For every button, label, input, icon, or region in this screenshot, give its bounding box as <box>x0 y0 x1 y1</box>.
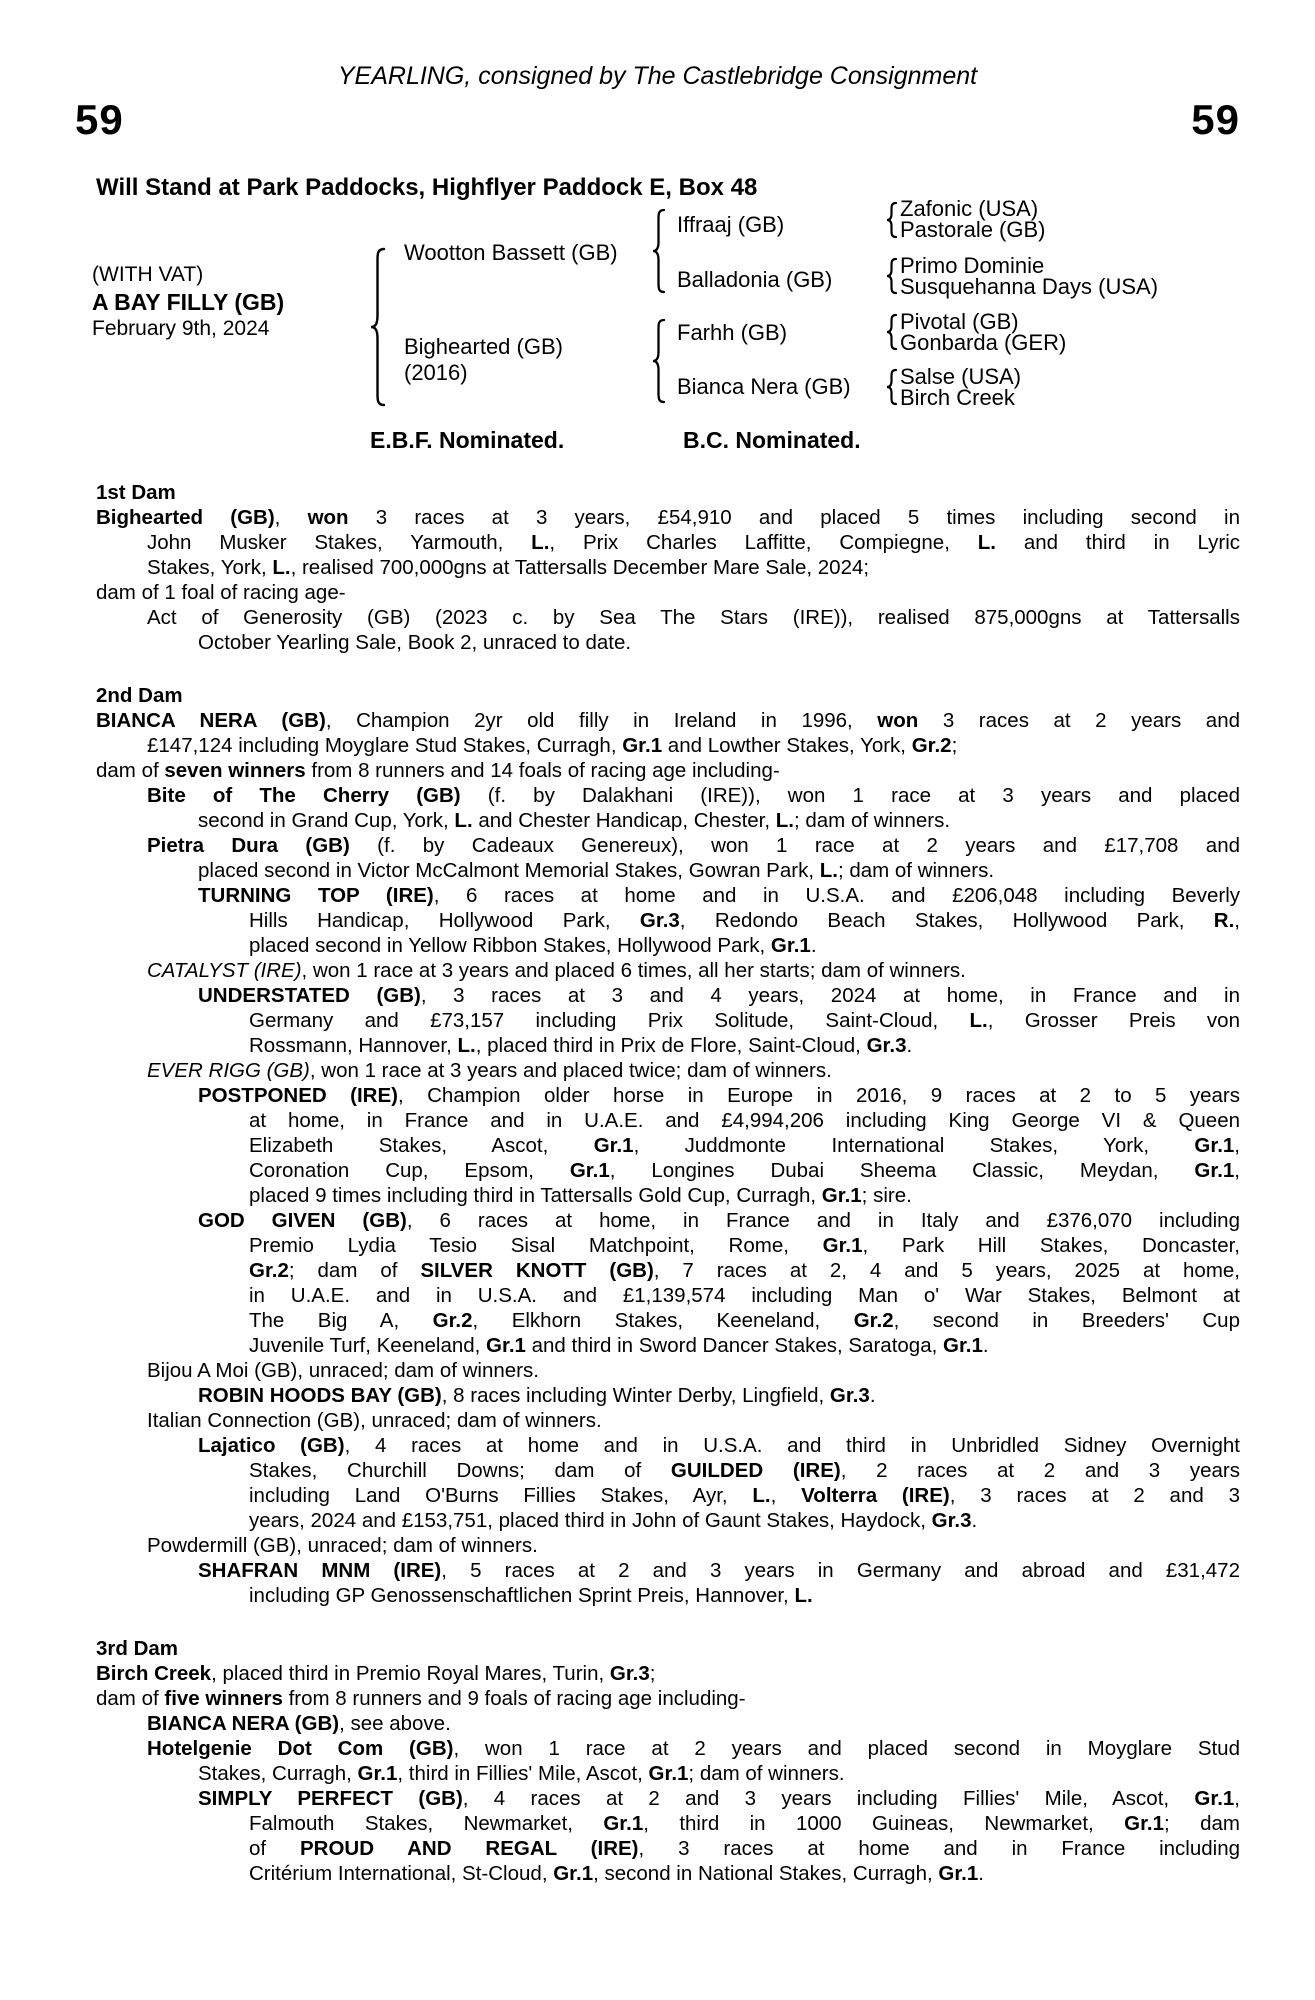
dam-section <box>96 683 1240 1608</box>
text-line <box>198 1383 1240 1408</box>
dam-name-text: Bighearted (GB) <box>404 334 563 359</box>
text-run: L. <box>794 1584 813 1607</box>
text-line <box>96 505 1240 530</box>
text-run: , third in 1000 Guineas, Newmarket, <box>643 1812 1125 1835</box>
text-line <box>198 1483 1240 1508</box>
text-run: , 3 races at 3 and 4 years, 2024 at home, in France and in <box>420 984 1241 1007</box>
text-run: Elizabeth Stakes, Ascot, <box>249 1134 594 1157</box>
text-run: BIANCA NERA (GB) <box>147 1712 340 1735</box>
text-run: . <box>906 1034 913 1057</box>
text-line <box>198 1158 1240 1183</box>
text-line <box>198 1008 1240 1033</box>
text-run: placed second in Victor McCalmont Memorial Stakes, Gowran Park, <box>198 859 820 882</box>
text-run: (f. by Cadeaux Genereux), won 1 race at 2 years and £17,708 and <box>349 834 1240 857</box>
text-run: at home, in France and in U.A.E. and £4,994,206 including King George VI & Queen <box>249 1109 1240 1132</box>
pedigree-paragraph <box>198 1433 1240 1533</box>
text-run: placed 9 times including third in Tattersalls Gold Cup, Curragh, <box>249 1184 822 1207</box>
section-heading: 2nd Dam <box>96 684 183 707</box>
dam-name <box>404 334 563 386</box>
text-run: Hills Handicap, Hollywood Park, <box>249 909 640 932</box>
text-run: GUILDED (IRE) <box>670 1459 841 1482</box>
foal-date: February 9th, 2024 <box>92 317 270 340</box>
text-line <box>198 1258 1240 1283</box>
text-run: (f. by Dalakhani (IRE)), won 1 race at 3 years and placed <box>460 784 1241 807</box>
vat-note: (WITH VAT) <box>92 263 204 286</box>
text-run: , Prix Charles Laffitte, Compiegne, <box>549 531 978 554</box>
granddam-1: Balladonia (GB) <box>677 267 833 292</box>
pedigree-brace-dam <box>650 318 668 404</box>
section-heading: 3rd Dam <box>96 1637 179 1660</box>
pedigree-paragraph <box>198 1383 1240 1408</box>
text-run: Gr.1 <box>603 1812 644 1835</box>
text-line <box>147 958 1240 983</box>
dam-year: (2016) <box>404 360 468 385</box>
text-run: Gr.1 <box>821 1184 862 1207</box>
text-line <box>198 1033 1240 1058</box>
text-run: won <box>877 709 919 732</box>
text-run: , see above. <box>339 1712 451 1735</box>
text-run: POSTPONED (IRE) <box>198 1084 398 1107</box>
text-line <box>198 933 1240 958</box>
section-heading: 1st Dam <box>96 481 176 504</box>
text-line <box>198 1861 1240 1886</box>
text-run: , <box>274 506 308 529</box>
text-run: L. <box>752 1484 771 1507</box>
text-line <box>198 1433 1240 1458</box>
text-run: , Longines Dubai Sheema Classic, Meydan, <box>609 1159 1195 1182</box>
text-run: ; <box>649 1662 656 1685</box>
text-run: John Musker Stakes, Yarmouth, <box>147 531 532 554</box>
text-run: from 8 runners and 9 foals of racing age including- <box>282 1687 746 1710</box>
text-run: , won 1 race at 3 years and placed twice; dam of winners. <box>309 1059 832 1082</box>
text-run: Gr.1 <box>938 1862 979 1885</box>
bc-nomination: B.C. Nominated. <box>683 427 861 453</box>
text-run: of <box>249 1837 300 1860</box>
ggs-2: Primo Dominie <box>900 253 1045 278</box>
text-line <box>198 1333 1240 1358</box>
text-line <box>147 1408 1240 1433</box>
text-run: including Land O'Burns Fillies Stakes, Ayr, <box>249 1484 753 1507</box>
pedigree-paragraph <box>96 758 1240 783</box>
text-run: , Champion older horse in Europe in 2016, 9 races at 2 to 5 years <box>397 1084 1240 1107</box>
text-run: Critérium International, St-Cloud, <box>249 1862 554 1885</box>
text-run: L. <box>457 1034 476 1057</box>
text-run: , realised 700,000gns at Tattersalls December Mare Sale, 2024; <box>290 556 870 579</box>
text-run: Hotelgenie Dot Com (GB) <box>147 1737 454 1760</box>
text-run: Gr.1 <box>593 1134 634 1157</box>
text-run: Italian Connection (GB), unraced; dam of winners. <box>147 1409 602 1432</box>
pedigree-paragraph <box>147 1408 1240 1433</box>
pedigree-paragraph <box>96 580 1240 605</box>
text-run: Pietra Dura (GB) <box>147 834 350 857</box>
text-line <box>198 1308 1240 1333</box>
pedigree-paragraph <box>96 708 1240 758</box>
dam-section <box>96 1636 1240 1886</box>
text-run: and Chester Handicap, Chester, <box>472 809 776 832</box>
pedigree-brace-gg2 <box>884 257 898 295</box>
pedigree-paragraph <box>147 1533 1240 1558</box>
pedigree-paragraph <box>96 505 1240 580</box>
text-line <box>147 1736 1240 1761</box>
text-line <box>198 1108 1240 1133</box>
text-run: Act of Generosity (GB) (2023 c. by Sea The Stars (IRE)), realised 875,000gns at Tattersalls <box>147 606 1240 629</box>
text-run: . <box>869 1384 876 1407</box>
text-run: Rossmann, Hannover, <box>249 1034 458 1057</box>
text-run: , <box>1234 1134 1240 1157</box>
text-run: , 6 races at home, in France and in Italy and £376,070 including <box>406 1209 1240 1232</box>
text-run: L. <box>969 1009 988 1032</box>
text-line <box>198 1283 1240 1308</box>
lot-number-left: 59 <box>75 96 124 143</box>
text-run: , second in National Stakes, Curragh, <box>593 1862 939 1885</box>
text-run: Stakes, Curragh, <box>198 1762 358 1785</box>
text-run: Volterra (IRE) <box>801 1484 950 1507</box>
text-run: ; <box>951 734 958 757</box>
text-line <box>147 630 1240 655</box>
text-run: won <box>307 506 349 529</box>
text-run: , 7 races at 2, 4 and 5 years, 2025 at home, <box>653 1259 1241 1282</box>
grandsire-2: Farhh (GB) <box>677 320 788 345</box>
text-run: , <box>1234 909 1240 932</box>
text-line <box>147 1711 1240 1736</box>
text-run: SILVER KNOTT (GB) <box>420 1259 654 1282</box>
ggd-1: Pastorale (GB) <box>900 217 1046 242</box>
text-run: L. <box>775 809 794 832</box>
text-run: Gr.1 <box>486 1334 526 1357</box>
consignment-header: YEARLING, consigned by The Castlebridge Consignment <box>337 62 978 90</box>
text-line <box>198 1233 1240 1258</box>
text-run: ; dam of <box>288 1259 421 1282</box>
text-run: EVER RIGG (GB) <box>147 1059 310 1082</box>
text-run: PROUD AND REGAL (IRE) <box>299 1837 639 1860</box>
granddam-2: Bianca Nera (GB) <box>677 374 851 399</box>
text-run: Birch Creek <box>96 1662 212 1685</box>
pedigree-paragraph <box>198 1083 1240 1208</box>
text-run: Gr.3 <box>866 1034 907 1057</box>
pedigree-brace-sire <box>650 208 668 294</box>
text-run: ; dam <box>1164 1812 1240 1835</box>
text-run: , third in Fillies' Mile, Ascot, <box>397 1762 649 1785</box>
pedigree-brace-gg4 <box>884 368 898 406</box>
pedigree-paragraph <box>198 883 1240 958</box>
text-run: Gr.3 <box>829 1384 870 1407</box>
text-line <box>147 1533 1240 1558</box>
text-run: , Champion 2yr old filly in Ireland in 1996, <box>325 709 878 732</box>
text-run: Gr.1 <box>1194 1134 1235 1157</box>
text-run: Juvenile Turf, Keeneland, <box>249 1334 487 1357</box>
text-run: Gr.1 <box>822 1234 863 1257</box>
text-run: . <box>810 934 817 957</box>
dam-section <box>96 480 1240 655</box>
text-run: L. <box>272 556 291 579</box>
text-run: Gr.1 <box>1124 1812 1165 1835</box>
text-run: , 2 races at 2 and 3 years <box>840 1459 1241 1482</box>
ggs-4: Salse (USA) <box>900 364 1022 389</box>
text-line <box>198 1508 1240 1533</box>
text-run: placed second in Yellow Ribbon Stakes, Hollywood Park, <box>249 934 771 957</box>
sire-name: Wootton Bassett (GB) <box>404 240 618 265</box>
pedigree-paragraph <box>147 1058 1240 1083</box>
text-run: GOD GIVEN (GB) <box>198 1209 407 1232</box>
text-run: Bijou A Moi (GB), unraced; dam of winners. <box>147 1359 539 1382</box>
pedigree-paragraph <box>147 783 1240 833</box>
text-line <box>198 983 1240 1008</box>
text-run: , 3 races at 2 and 3 <box>949 1484 1240 1507</box>
text-run: The Big A, <box>249 1309 433 1332</box>
text-line <box>198 883 1240 908</box>
pedigree-paragraph <box>96 1661 1240 1686</box>
pedigree-paragraph <box>96 1686 1240 1711</box>
text-run: , won 1 race at 3 years and placed 6 times, all her starts; dam of winners. <box>301 959 966 982</box>
text-run: years, 2024 and £153,751, placed third in John of Gaunt Stakes, Haydock, <box>249 1509 932 1532</box>
text-line <box>198 1583 1240 1608</box>
text-run: dam of 1 foal of racing age- <box>96 581 346 604</box>
text-run: , 8 races including Winter Derby, Lingfield, <box>441 1384 830 1407</box>
text-run: ; dam of winners. <box>837 859 995 882</box>
text-line <box>198 1458 1240 1483</box>
text-run: Powdermill (GB), unraced; dam of winners. <box>147 1534 538 1557</box>
pedigree-paragraph <box>147 1358 1240 1383</box>
pedigree-paragraph <box>147 958 1240 983</box>
text-run: seven winners <box>164 759 306 782</box>
text-line <box>96 733 1240 758</box>
text-run: , <box>1234 1159 1240 1182</box>
text-run: , 6 races at home and in U.S.A. and £206,048 including Beverly <box>433 884 1240 907</box>
text-run: R. <box>1213 909 1235 932</box>
text-run: Gr.1 <box>357 1762 398 1785</box>
text-run: TURNING TOP (IRE) <box>198 884 434 907</box>
ggd-2: Susquehanna Days (USA) <box>900 274 1159 299</box>
pedigree-paragraph <box>198 1558 1240 1608</box>
text-line <box>147 858 1240 883</box>
text-line <box>147 783 1240 808</box>
text-line <box>147 1761 1240 1786</box>
text-line <box>198 1836 1240 1861</box>
text-run: Stakes, York, <box>147 556 273 579</box>
pedigree-text <box>96 480 1240 1886</box>
text-run: Lajatico (GB) <box>198 1434 345 1457</box>
text-run: , Juddmonte International Stakes, York, <box>633 1134 1195 1157</box>
text-run: Bite of The Cherry (GB) <box>147 784 461 807</box>
text-run: Bighearted (GB) <box>96 506 275 529</box>
text-run: , placed third in Prix de Flore, Saint-Cloud, <box>475 1034 867 1057</box>
text-run: Gr.1 <box>1194 1159 1235 1182</box>
pedigree-brace-gg1 <box>884 201 898 239</box>
text-line <box>147 808 1240 833</box>
pedigree-paragraph <box>198 983 1240 1058</box>
text-run: Stakes, Churchill Downs; dam of <box>249 1459 671 1482</box>
stand-location-line: Will Stand at Park Paddocks, Highflyer Paddock E, Box 48 <box>96 174 758 201</box>
text-run: , Park Hill Stakes, Doncaster, <box>862 1234 1240 1257</box>
ggd-4: Birch Creek <box>900 385 1015 410</box>
pedigree-paragraph <box>147 605 1240 655</box>
text-run: UNDERSTATED (GB) <box>198 984 421 1007</box>
text-run: and Lowther Stakes, York, <box>662 734 912 757</box>
text-line <box>96 555 1240 580</box>
text-run: , Grosser Preis von <box>987 1009 1240 1032</box>
pedigree-brace-main <box>368 247 388 407</box>
ebf-nomination: E.B.F. Nominated. <box>370 427 565 453</box>
pedigree-paragraph <box>198 1208 1240 1358</box>
text-run: L. <box>977 531 996 554</box>
text-line <box>198 1558 1240 1583</box>
pedigree-paragraph <box>147 833 1240 883</box>
text-run: second in Grand Cup, York, <box>198 809 455 832</box>
text-run: Gr.1 <box>622 734 663 757</box>
text-run: , won 1 race at 2 years and placed second in Moyglare Stud <box>453 1737 1240 1760</box>
text-run: including GP Genossenschaftlichen Sprint Preis, Hannover, <box>249 1584 795 1607</box>
text-line <box>198 1183 1240 1208</box>
text-run: SIMPLY PERFECT (GB) <box>198 1787 463 1810</box>
text-run: ; sire. <box>861 1184 912 1207</box>
text-run: , 3 races at home and in France including <box>638 1837 1241 1860</box>
text-line <box>147 1358 1240 1383</box>
text-run: Gr.1 <box>1194 1787 1235 1810</box>
text-run: dam of <box>96 759 165 782</box>
text-run: , <box>1234 1787 1240 1810</box>
text-line <box>96 1686 1240 1711</box>
lot-number-right: 59 <box>1191 96 1240 143</box>
text-run: five winners <box>164 1687 283 1710</box>
text-run: , Redondo Beach Stakes, Hollywood Park, <box>679 909 1214 932</box>
text-run: , 5 races at 2 and 3 years in Germany and abroad and £31,472 <box>441 1559 1240 1582</box>
text-run: BIANCA NERA (GB) <box>96 709 326 732</box>
text-line <box>198 1786 1240 1811</box>
text-run: £147,124 including Moyglare Stud Stakes, Curragh, <box>147 734 623 757</box>
text-run: Germany and £73,157 including Prix Solitude, Saint-Cloud, <box>249 1009 970 1032</box>
text-run: , 4 races at home and in U.S.A. and third in Unbridled Sidney Overnight <box>344 1434 1240 1457</box>
grandsire-1: Iffraaj (GB) <box>677 212 785 237</box>
text-run: 3 races at 2 years and <box>918 709 1240 732</box>
text-line <box>96 580 1240 605</box>
text-line <box>96 1661 1240 1686</box>
text-run: L. <box>819 859 838 882</box>
text-run: October Yearling Sale, Book 2, unraced to date. <box>198 631 632 654</box>
text-run: Premio Lydia Tesio Sisal Matchpoint, Rome, <box>249 1234 823 1257</box>
text-line <box>96 530 1240 555</box>
text-run: in U.A.E. and in U.S.A. and £1,139,574 including Man o' War Stakes, Belmont at <box>249 1284 1240 1307</box>
text-run: , placed third in Premio Royal Mares, Turin, <box>211 1662 610 1685</box>
text-run: , Elkhorn Stakes, Keeneland, <box>472 1309 854 1332</box>
text-run: SHAFRAN MNM (IRE) <box>198 1559 442 1582</box>
text-run: Gr.3 <box>609 1662 650 1685</box>
text-line <box>198 1133 1240 1158</box>
text-run: ; dam of winners. <box>688 1762 845 1785</box>
ggd-3: Gonbarda (GER) <box>900 330 1067 355</box>
text-run: Gr.2 <box>432 1309 473 1332</box>
text-run: and third in Lyric <box>995 531 1240 554</box>
text-run: Gr.1 <box>648 1762 689 1785</box>
text-run: dam of <box>96 1687 165 1710</box>
text-run: Gr.2 <box>853 1309 894 1332</box>
text-line <box>198 1811 1240 1836</box>
text-run: Gr.1 <box>943 1334 983 1357</box>
text-run: Coronation Cup, Epsom, <box>249 1159 570 1182</box>
text-run: . <box>978 1862 984 1885</box>
text-run: from 8 runners and 14 foals of racing age including- <box>305 759 780 782</box>
text-run: Gr.3 <box>931 1509 972 1532</box>
text-run: 3 races at 3 years, £54,910 and placed 5 times including second in <box>348 506 1240 529</box>
pedigree-brace-gg3 <box>884 313 898 351</box>
text-run: . <box>982 1334 989 1357</box>
text-line <box>96 758 1240 783</box>
text-run: Gr.1 <box>770 934 811 957</box>
text-run: ; dam of winners. <box>793 809 951 832</box>
ggs-1: Zafonic (USA) <box>900 196 1039 221</box>
text-run: Gr.2 <box>911 734 952 757</box>
text-run: CATALYST (IRE) <box>147 959 302 982</box>
text-run: , <box>770 1484 802 1507</box>
pedigree-paragraph <box>198 1786 1240 1886</box>
text-run: Gr.1 <box>569 1159 610 1182</box>
text-line <box>198 1208 1240 1233</box>
text-run: , second in Breeders' Cup <box>893 1309 1240 1332</box>
text-run: Gr.1 <box>553 1862 594 1885</box>
text-run: Gr.2 <box>249 1259 289 1282</box>
text-line <box>147 833 1240 858</box>
text-run: . <box>971 1509 978 1532</box>
text-run: and third in Sword Dancer Stakes, Saratoga, <box>525 1334 943 1357</box>
text-line <box>96 708 1240 733</box>
text-run: Gr.3 <box>639 909 680 932</box>
text-line <box>147 605 1240 630</box>
text-run: Falmouth Stakes, Newmarket, <box>249 1812 604 1835</box>
text-line <box>198 1083 1240 1108</box>
pedigree-tree <box>0 0 1315 430</box>
pedigree-paragraph <box>147 1711 1240 1736</box>
ggs-3: Pivotal (GB) <box>900 309 1019 334</box>
pedigree-paragraph <box>147 1736 1240 1786</box>
horse-name: A BAY FILLY (GB) <box>92 289 285 315</box>
text-run: , 4 races at 2 and 3 years including Fillies' Mile, Ascot, <box>462 1787 1195 1810</box>
text-line <box>147 1058 1240 1083</box>
text-run: L. <box>454 809 473 832</box>
text-run: ROBIN HOODS BAY (GB) <box>198 1384 442 1407</box>
text-run: L. <box>531 531 550 554</box>
text-line <box>198 908 1240 933</box>
